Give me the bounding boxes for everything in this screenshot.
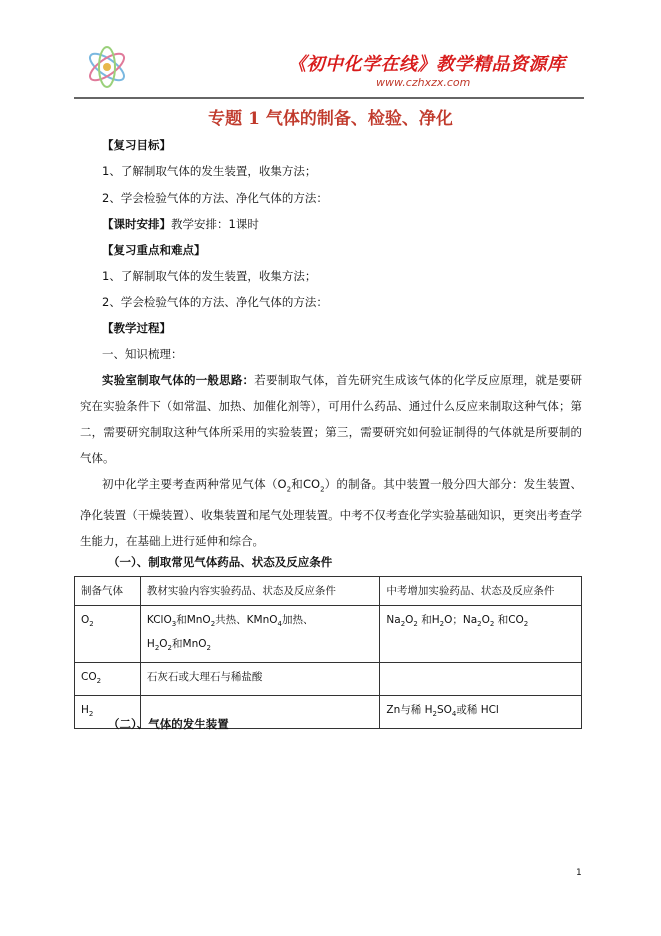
table-cell-textbook: 石灰石或大理石与稀盐酸 bbox=[140, 663, 379, 696]
paragraph-body: 若要制取气体，首先研究生成该气体的化学反应原理，就是要研究在实验条件下（如常温、加热、加催化剂等），可用什么药品、通过什么反应来制取这种气体；第二，需要研究制取这种气体所采用的实验装置；第三，需要研究如何验证制得的气体就是所要制的气体。 bbox=[80, 373, 582, 465]
table-cell-gas: $O_2$ bbox=[75, 606, 141, 663]
table-row bbox=[75, 663, 582, 696]
table-cell-exam: Zn与稀 $H_2SO_4$或稀 HCl bbox=[380, 696, 582, 729]
table-cell-exam: $Na_2O_2$ 和$H_2O$；$Na_2O_2$ 和$CO_2$ bbox=[380, 606, 582, 663]
table-cell-gas: $CO_2$ bbox=[75, 663, 141, 696]
paragraph-text: ）的制备。其中装置一般分四大部分：发生装置、净化装置（干燥装置）、收集装置和尾气处理装置。中考不仅考查化学实验基础知识，更突出考查学生能力，在基础上进行延伸和综合。 bbox=[80, 477, 582, 549]
banner-url: www.czhxzx.com bbox=[376, 76, 471, 89]
key-point-item: 1、了解制取气体的发生装置，收集方法； bbox=[102, 269, 317, 283]
subscript: 2 bbox=[286, 485, 292, 494]
banner-title: 《初中化学在线》教学精品资源库 bbox=[288, 54, 566, 75]
schedule-text: 教学安排：1课时 bbox=[171, 217, 259, 231]
page-number: 1 bbox=[576, 868, 582, 878]
header-banner bbox=[74, 40, 584, 98]
reagents-table bbox=[74, 576, 582, 729]
paragraph-overview bbox=[80, 471, 582, 554]
key-points-heading: 【复习重点和难点】 bbox=[102, 243, 206, 257]
paragraph-text: 和CO bbox=[291, 477, 321, 491]
table-cell-gas: $H_2$ bbox=[75, 696, 141, 729]
table-header-cell: 制备气体 bbox=[75, 577, 141, 606]
section-heading-generators: （二）、气体的发生装置 bbox=[108, 717, 229, 731]
paragraph-general-approach bbox=[80, 367, 582, 471]
process-subheading: 一、知识梳理： bbox=[102, 347, 183, 361]
table-cell-exam bbox=[380, 663, 582, 696]
table-header-cell: 中考增加实验药品、状态及反应条件 bbox=[380, 577, 582, 606]
table-header-cell: 教材实验内容实验药品、状态及反应条件 bbox=[140, 577, 379, 606]
atom-logo-icon bbox=[82, 40, 132, 94]
paragraph-lead: 实验室制取气体的一般思路： bbox=[102, 373, 255, 387]
header-divider bbox=[74, 97, 584, 99]
review-goals-heading: 【复习目标】 bbox=[102, 138, 171, 152]
key-point-item: 2、学会检验气体的方法、净化气体的方法： bbox=[102, 295, 328, 309]
paragraph-text: 初中化学主要考查两种常见气体（O bbox=[102, 477, 287, 491]
review-goal-item: 1、了解制取气体的发生装置，收集方法； bbox=[102, 164, 317, 178]
section-heading-reagents: （一）、制取常见气体药品、状态及反应条件 bbox=[108, 555, 333, 569]
table-cell-textbook: KClO$_3$和MnO$_2$共热、KMnO$_4$加热、 $H_2O_2$和MnO$_2$ bbox=[140, 606, 379, 663]
subscript: 2 bbox=[320, 485, 325, 494]
schedule-line bbox=[102, 216, 259, 232]
table-header-row bbox=[75, 577, 582, 606]
review-goal-item: 2、学会检验气体的方法、净化气体的方法： bbox=[102, 191, 328, 205]
process-heading: 【教学过程】 bbox=[102, 321, 171, 335]
table-row bbox=[75, 606, 582, 663]
schedule-heading: 【课时安排】 bbox=[102, 217, 171, 231]
page-title: 专题 1 气体的制备、检验、净化 bbox=[208, 109, 453, 129]
